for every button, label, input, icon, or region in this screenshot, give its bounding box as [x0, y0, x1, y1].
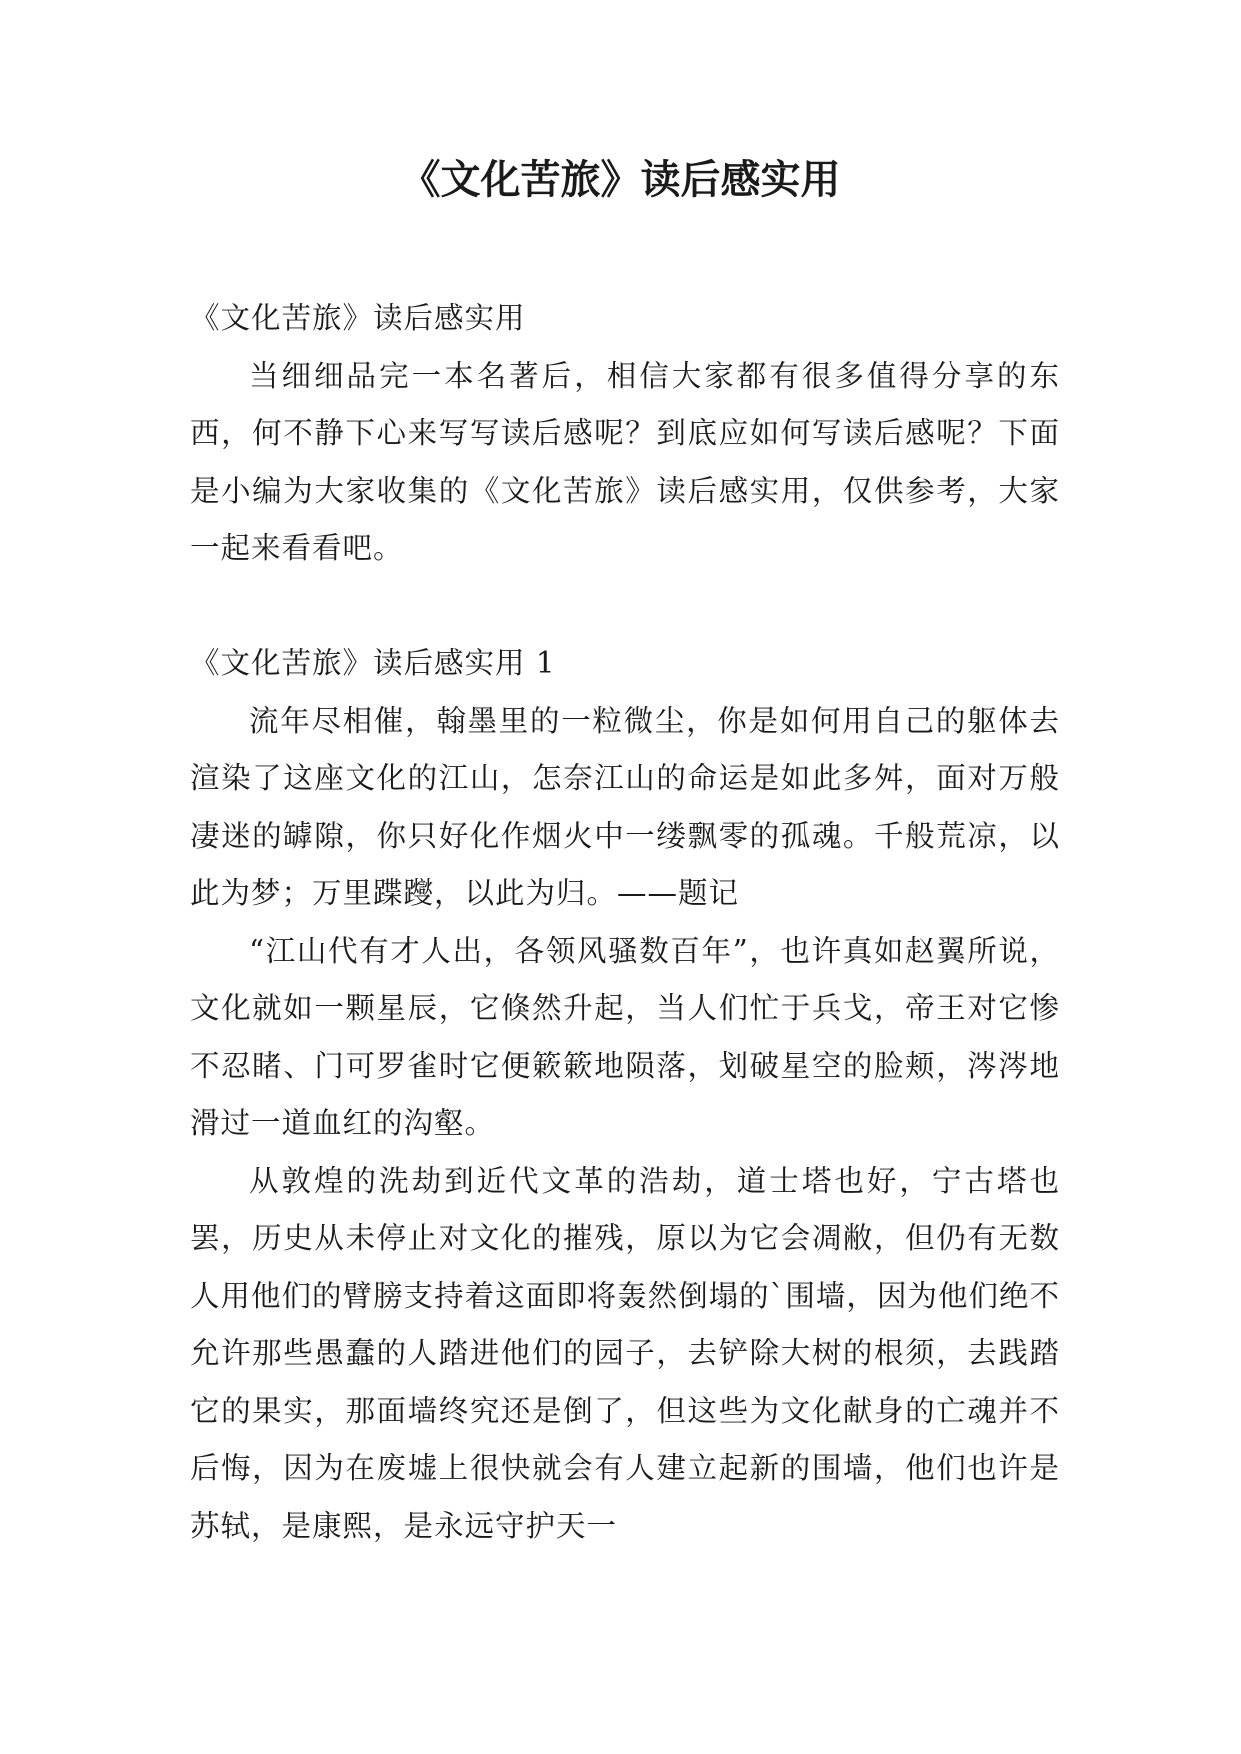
intro-heading: 《文化苦旅》读后感实用 [190, 301, 526, 335]
document-title: 《文化苦旅》读后感实用 [400, 156, 841, 203]
section-1-paragraph-2: “江山代有才人出，各领风骚数百年”，也许真如赵翼所说，文化就如一颗星辰，它倏然升起，当人们忙于兵戈，帝王对它惨不忍睹、门可罗雀时它便簌簌地陨落，划破星空的脸颊，涔涔地滑过一道血红的沟壑。 [190, 933, 1060, 1140]
section-1-paragraph-3: 从敦煌的洗劫到近代文革的浩劫，道士塔也好，宁古塔也罢，历史从未停止对文化的摧残，原以为它会凋敝，但仍有无数人用他们的臂膀支持着这面即将轰然倒塌的`围墙，因为他们绝不允许那些愚蠢的人踏进他们的园子，去铲除大树的根须，去践踏它的果实，那面墙终究还是倒了，但这些为文化献身的亡魂并不后悔，因为在废墟上很快就会有人建立起新的围墙，他们也许是苏轼，是康熙，是永远守护天一 [190, 1163, 1060, 1543]
section-spacer [190, 578, 1060, 636]
document-body [190, 290, 1060, 1555]
section-1-heading: 《文化苦旅》读后感实用 1 [190, 646, 556, 680]
section-1-paragraph-1: 流年尽相催，翰墨里的一粒微尘，你是如何用自己的躯体去渲染了这座文化的江山，怎奈江山的命运是如此多舛，面对万般凄迷的罅隙，你只好化作烟火中一缕飘零的孤魂。千般荒凉，以此为梦；万里蹀躞，以此为归。——题记 [190, 703, 1060, 910]
intro-paragraph: 当细细品完一本名著后，相信大家都有很多值得分享的东西，何不静下心来写写读后感呢？到底应如何写读后感呢？下面是小编为大家收集的《文化苦旅》读后感实用，仅供参考，大家一起来看看吧。 [190, 358, 1060, 565]
